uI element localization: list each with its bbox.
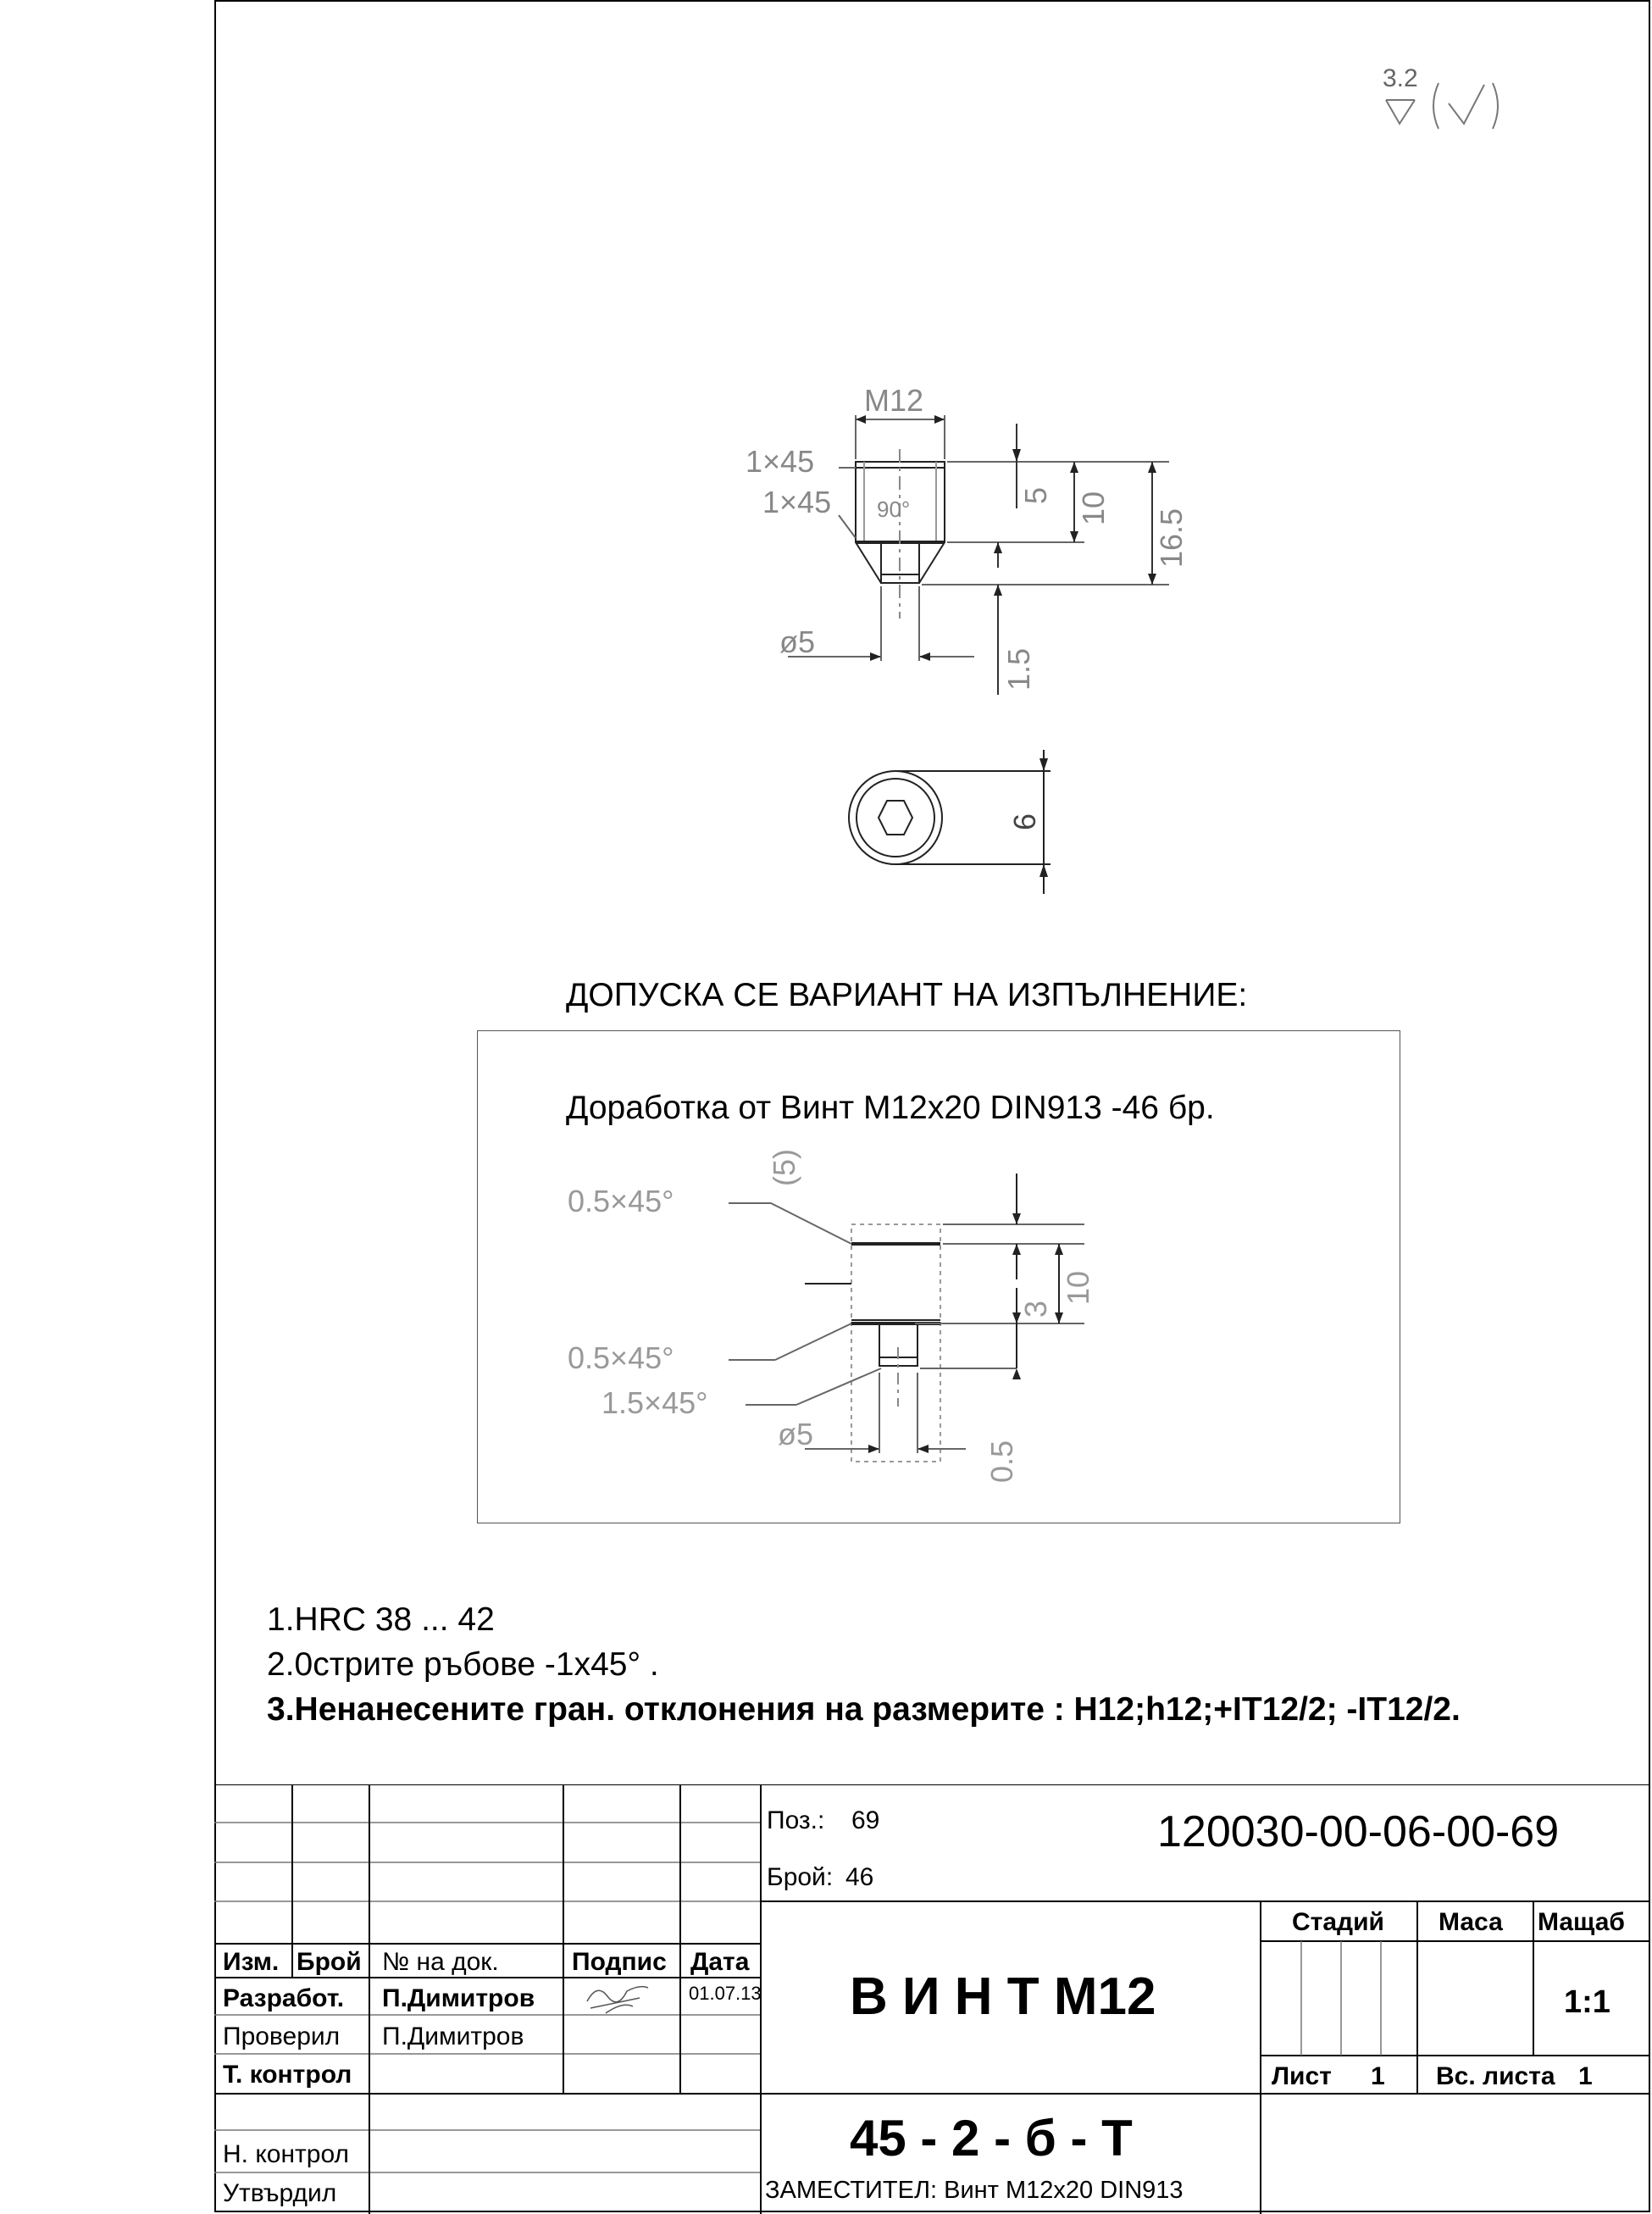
pos-label: Поз.: (767, 1806, 825, 1834)
count-value: 46 (845, 1863, 874, 1891)
role-norm-control: Н. контрол (223, 2140, 350, 2168)
variant-dim-diameter: ø5 (778, 1417, 814, 1451)
dim-chamfer-bottom: 1×45 (762, 485, 832, 519)
role-tech-control: Т. контрол (223, 2061, 352, 2089)
document-number: 120030-00-06-00-69 (1157, 1807, 1560, 1856)
date-developed: 01.07.13 (689, 1983, 762, 2004)
header-doc-no: № на док. (382, 1948, 499, 1976)
sheet-label: Лист (1272, 2062, 1332, 2090)
dim-angle: 90° (877, 497, 911, 522)
role-checked: Проверил (223, 2023, 341, 2050)
signature (580, 1976, 657, 2018)
roughness-value: 3.2 (1383, 64, 1418, 92)
header-broy: Брой (297, 1948, 362, 1976)
variant-dim-top-chamfer: 0.5×45° (568, 1184, 674, 1218)
stage-label: Стадий (1292, 1908, 1384, 1936)
mass-label: Маса (1439, 1908, 1503, 1936)
note-1: 1.HRC 38 ... 42 (267, 1601, 495, 1638)
variant-dim-mid-chamfer: 0.5×45° (568, 1340, 674, 1375)
dim-1-5: 1.5 (1001, 647, 1036, 691)
header-sign: Подпис (572, 1948, 667, 1976)
note-2: 2.0стрите ръбове -1x45° . (267, 1646, 659, 1683)
pos-value: 69 (851, 1806, 880, 1834)
count-label: Брой: (767, 1863, 834, 1891)
dim-10: 10 (1076, 491, 1111, 525)
part-title: В И Н Т М12 (850, 1967, 1156, 2026)
variant-dim-3: 3 (1018, 1300, 1053, 1318)
scale-value: 1:1 (1564, 1984, 1610, 2020)
variant-drawing (559, 1135, 1110, 1491)
variant-dim-0-5: 0.5 (984, 1440, 1019, 1483)
substitute: ЗАМЕСТИТЕЛ: Винт M12x20 DIN913 (765, 2177, 1184, 2204)
note-3: 3.Ненанесените гран. отклонения на размерите : H12;h12;+IT12/2; -IT12/2. (267, 1691, 1461, 1728)
sheet-value: 1 (1371, 2062, 1385, 2090)
dim-thread: M12 (864, 383, 924, 418)
role-developed: Разработ. (223, 1984, 345, 2012)
title-block (214, 1784, 1650, 2214)
sheets-value: 1 (1578, 2062, 1593, 2090)
dim-16-5: 16.5 (1154, 508, 1189, 568)
dim-diameter: ø5 (779, 624, 816, 659)
dim-5: 5 (1018, 486, 1053, 504)
dim-hex: 6 (1007, 813, 1042, 830)
variant-dim-10: 10 (1061, 1270, 1095, 1305)
material: 45 - 2 - б - Т (850, 2110, 1133, 2167)
name-checked: П.Димитров (382, 2023, 524, 2050)
sheets-label: Вс. листа (1436, 2062, 1555, 2090)
dim-chamfer-top: 1×45 (746, 444, 815, 479)
variant-heading: ДОПУСКА СЕ ВАРИАНТ НА ИЗПЪЛНЕНИЕ: (566, 977, 1248, 1013)
variant-dim-ref-5: (5) (767, 1149, 801, 1186)
screw-top-view (839, 746, 1076, 898)
surface-roughness-symbol (1381, 59, 1567, 136)
role-approved: Утвърдил (223, 2179, 337, 2207)
variant-dim-bottom-chamfer: 1.5×45° (601, 1385, 708, 1420)
name-developed: П.Димитров (382, 1984, 535, 2012)
scale-label: Мащаб (1538, 1908, 1625, 1936)
header-izm: Изм. (223, 1948, 280, 1976)
screw-side-view (729, 364, 1203, 712)
variant-caption: Доработка от Винт M12x20 DIN913 -46 бр. (566, 1090, 1215, 1126)
header-date: Дата (690, 1948, 750, 1976)
